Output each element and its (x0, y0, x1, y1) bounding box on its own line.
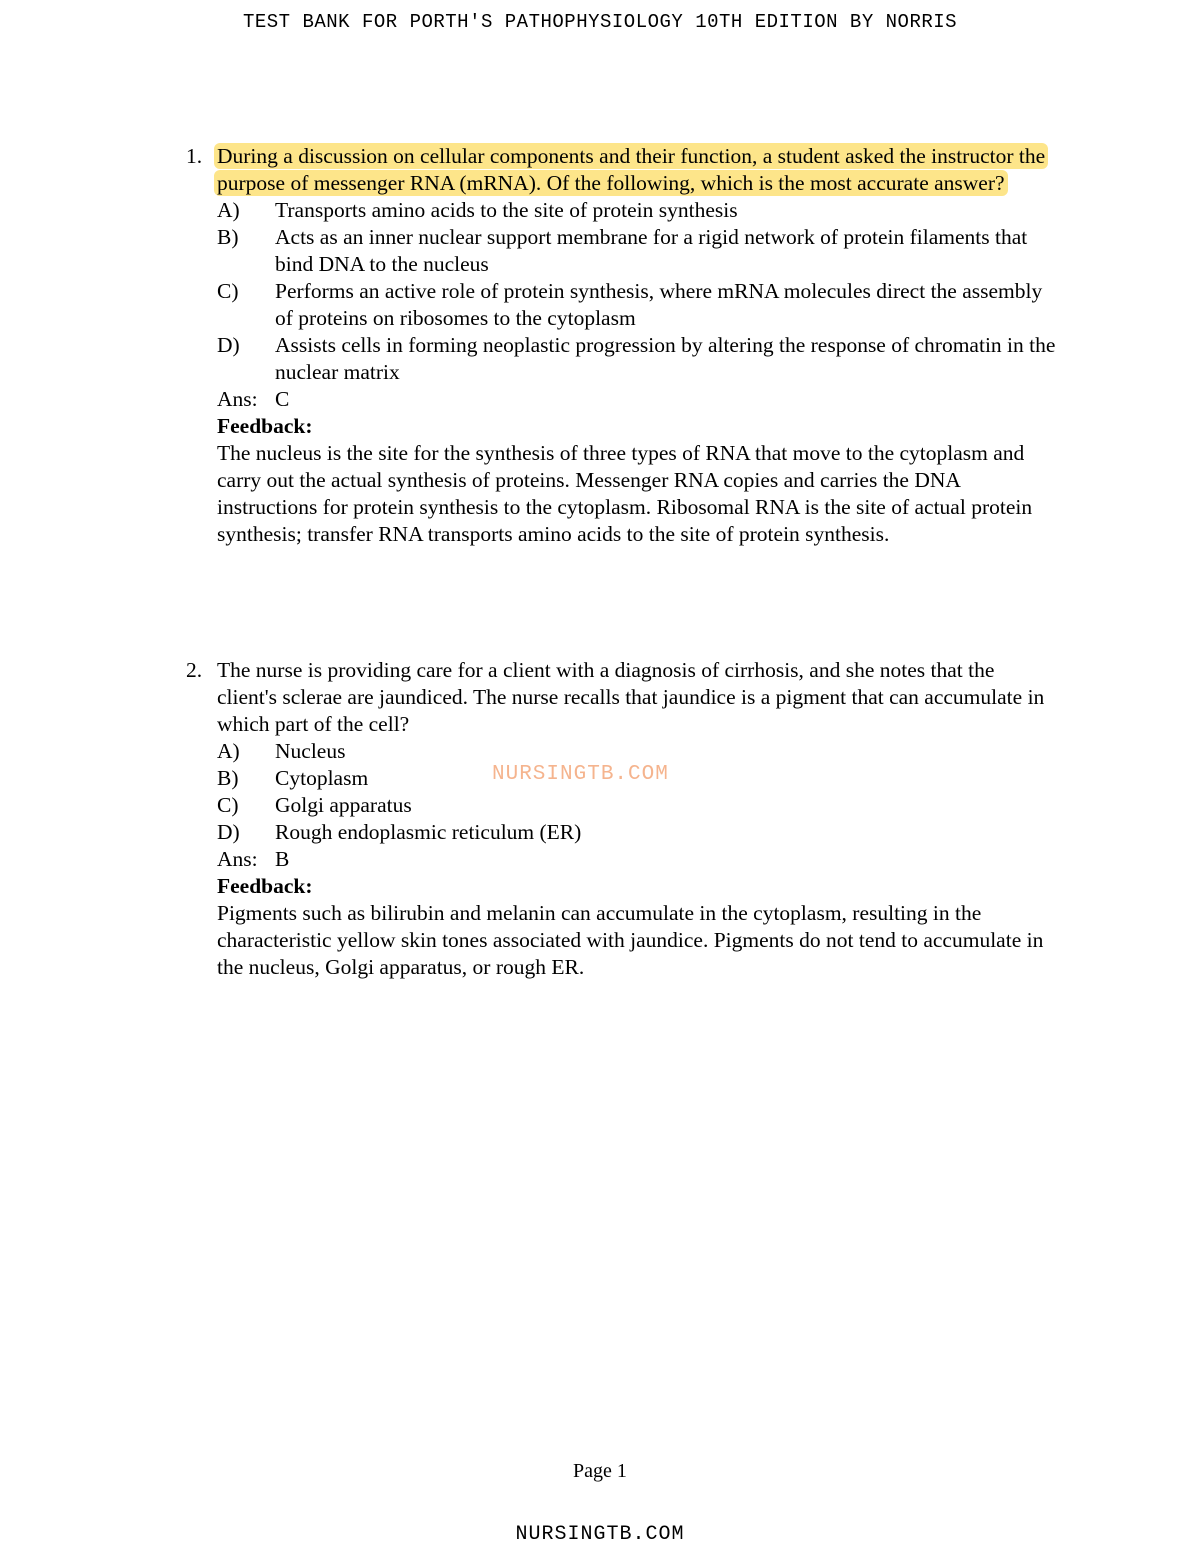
choice-text: Nucleus (275, 739, 346, 763)
choice-d (217, 332, 1056, 386)
choice-text: Assists cells in forming neoplastic progression by altering the response of chromatin in the nuclear matrix (275, 333, 1056, 384)
choice-letter: D) (217, 333, 240, 357)
highlighted-stem-text: During a discussion on cellular components and their function, a student asked the instructor the purpose of messenger RNA (mRNA). Of the following, which is the most accurate answer? (214, 143, 1048, 196)
question-2 (186, 657, 1056, 981)
choice-text: Rough endoplasmic reticulum (ER) (275, 820, 582, 844)
choice-b (217, 224, 1056, 278)
choice-a (217, 197, 1056, 224)
choice-d (217, 819, 1056, 846)
choice-letter: C) (217, 793, 239, 817)
answer-line (217, 386, 1056, 413)
choice-letter: A) (217, 198, 240, 222)
choice-text: Transports amino acids to the site of protein synthesis (275, 198, 738, 222)
choice-letter: A) (217, 739, 240, 763)
feedback-label: Feedback: (217, 874, 313, 898)
feedback-text: Pigments such as bilirubin and melanin can accumulate in the cytoplasm, resulting in the characteristic yellow skin tones associated with jaundice. Pigments do not tend to accumulate in the nucleus, Golgi apparatus, or rough ER. (217, 901, 1044, 979)
choice-text: Performs an active role of protein synthesis, where mRNA molecules direct the assembly of proteins on ribosomes to the cytoplasm (275, 279, 1043, 330)
choice-letter: B) (217, 225, 239, 249)
choice-a (217, 738, 1056, 765)
answer-label: Ans: (217, 847, 258, 871)
question-number: 1. (186, 144, 203, 168)
watermark: NURSINGTB.COM (492, 763, 669, 786)
question-stem (217, 143, 1056, 197)
choice-letter: B) (217, 766, 239, 790)
page-number: Page 1 (573, 1460, 627, 1482)
choice-text: Acts as an inner nuclear support membrane for a rigid network of protein filaments that bind DNA to the nucleus (275, 225, 1028, 276)
question-stem: The nurse is providing care for a client with a diagnosis of cirrhosis, and she notes that the client's sclerae are jaundiced. The nurse recalls that jaundice is a pigment that can accumulate in which part of the cell? (217, 658, 1045, 736)
feedback-label: Feedback: (217, 414, 313, 438)
answer-label: Ans: (217, 387, 258, 411)
document-footer: NURSINGTB.COM (515, 1523, 685, 1546)
question-1 (186, 143, 1056, 548)
choice-c (217, 792, 1056, 819)
question-number: 2. (186, 658, 203, 682)
choice-text: Golgi apparatus (275, 793, 412, 817)
choice-text: Cytoplasm (275, 766, 369, 790)
answer-value: B (275, 847, 290, 871)
feedback-text: The nucleus is the site for the synthesis of three types of RNA that move to the cytoplasm and carry out the actual synthesis of proteins. Messenger RNA copies and carries the DNA instructions for protein synthesis to the cytoplasm. Ribosomal RNA is the site of actual protein synthesis; transfer RNA transports amino acids to the site of protein synthesis. (217, 441, 1033, 546)
choice-letter: C) (217, 279, 239, 303)
choice-c (217, 278, 1056, 332)
answer-line (217, 846, 1056, 873)
answer-value: C (275, 387, 290, 411)
document-header: TEST BANK FOR PORTH'S PATHOPHYSIOLOGY 10TH EDITION BY NORRIS (242, 11, 958, 33)
choice-letter: D) (217, 820, 240, 844)
